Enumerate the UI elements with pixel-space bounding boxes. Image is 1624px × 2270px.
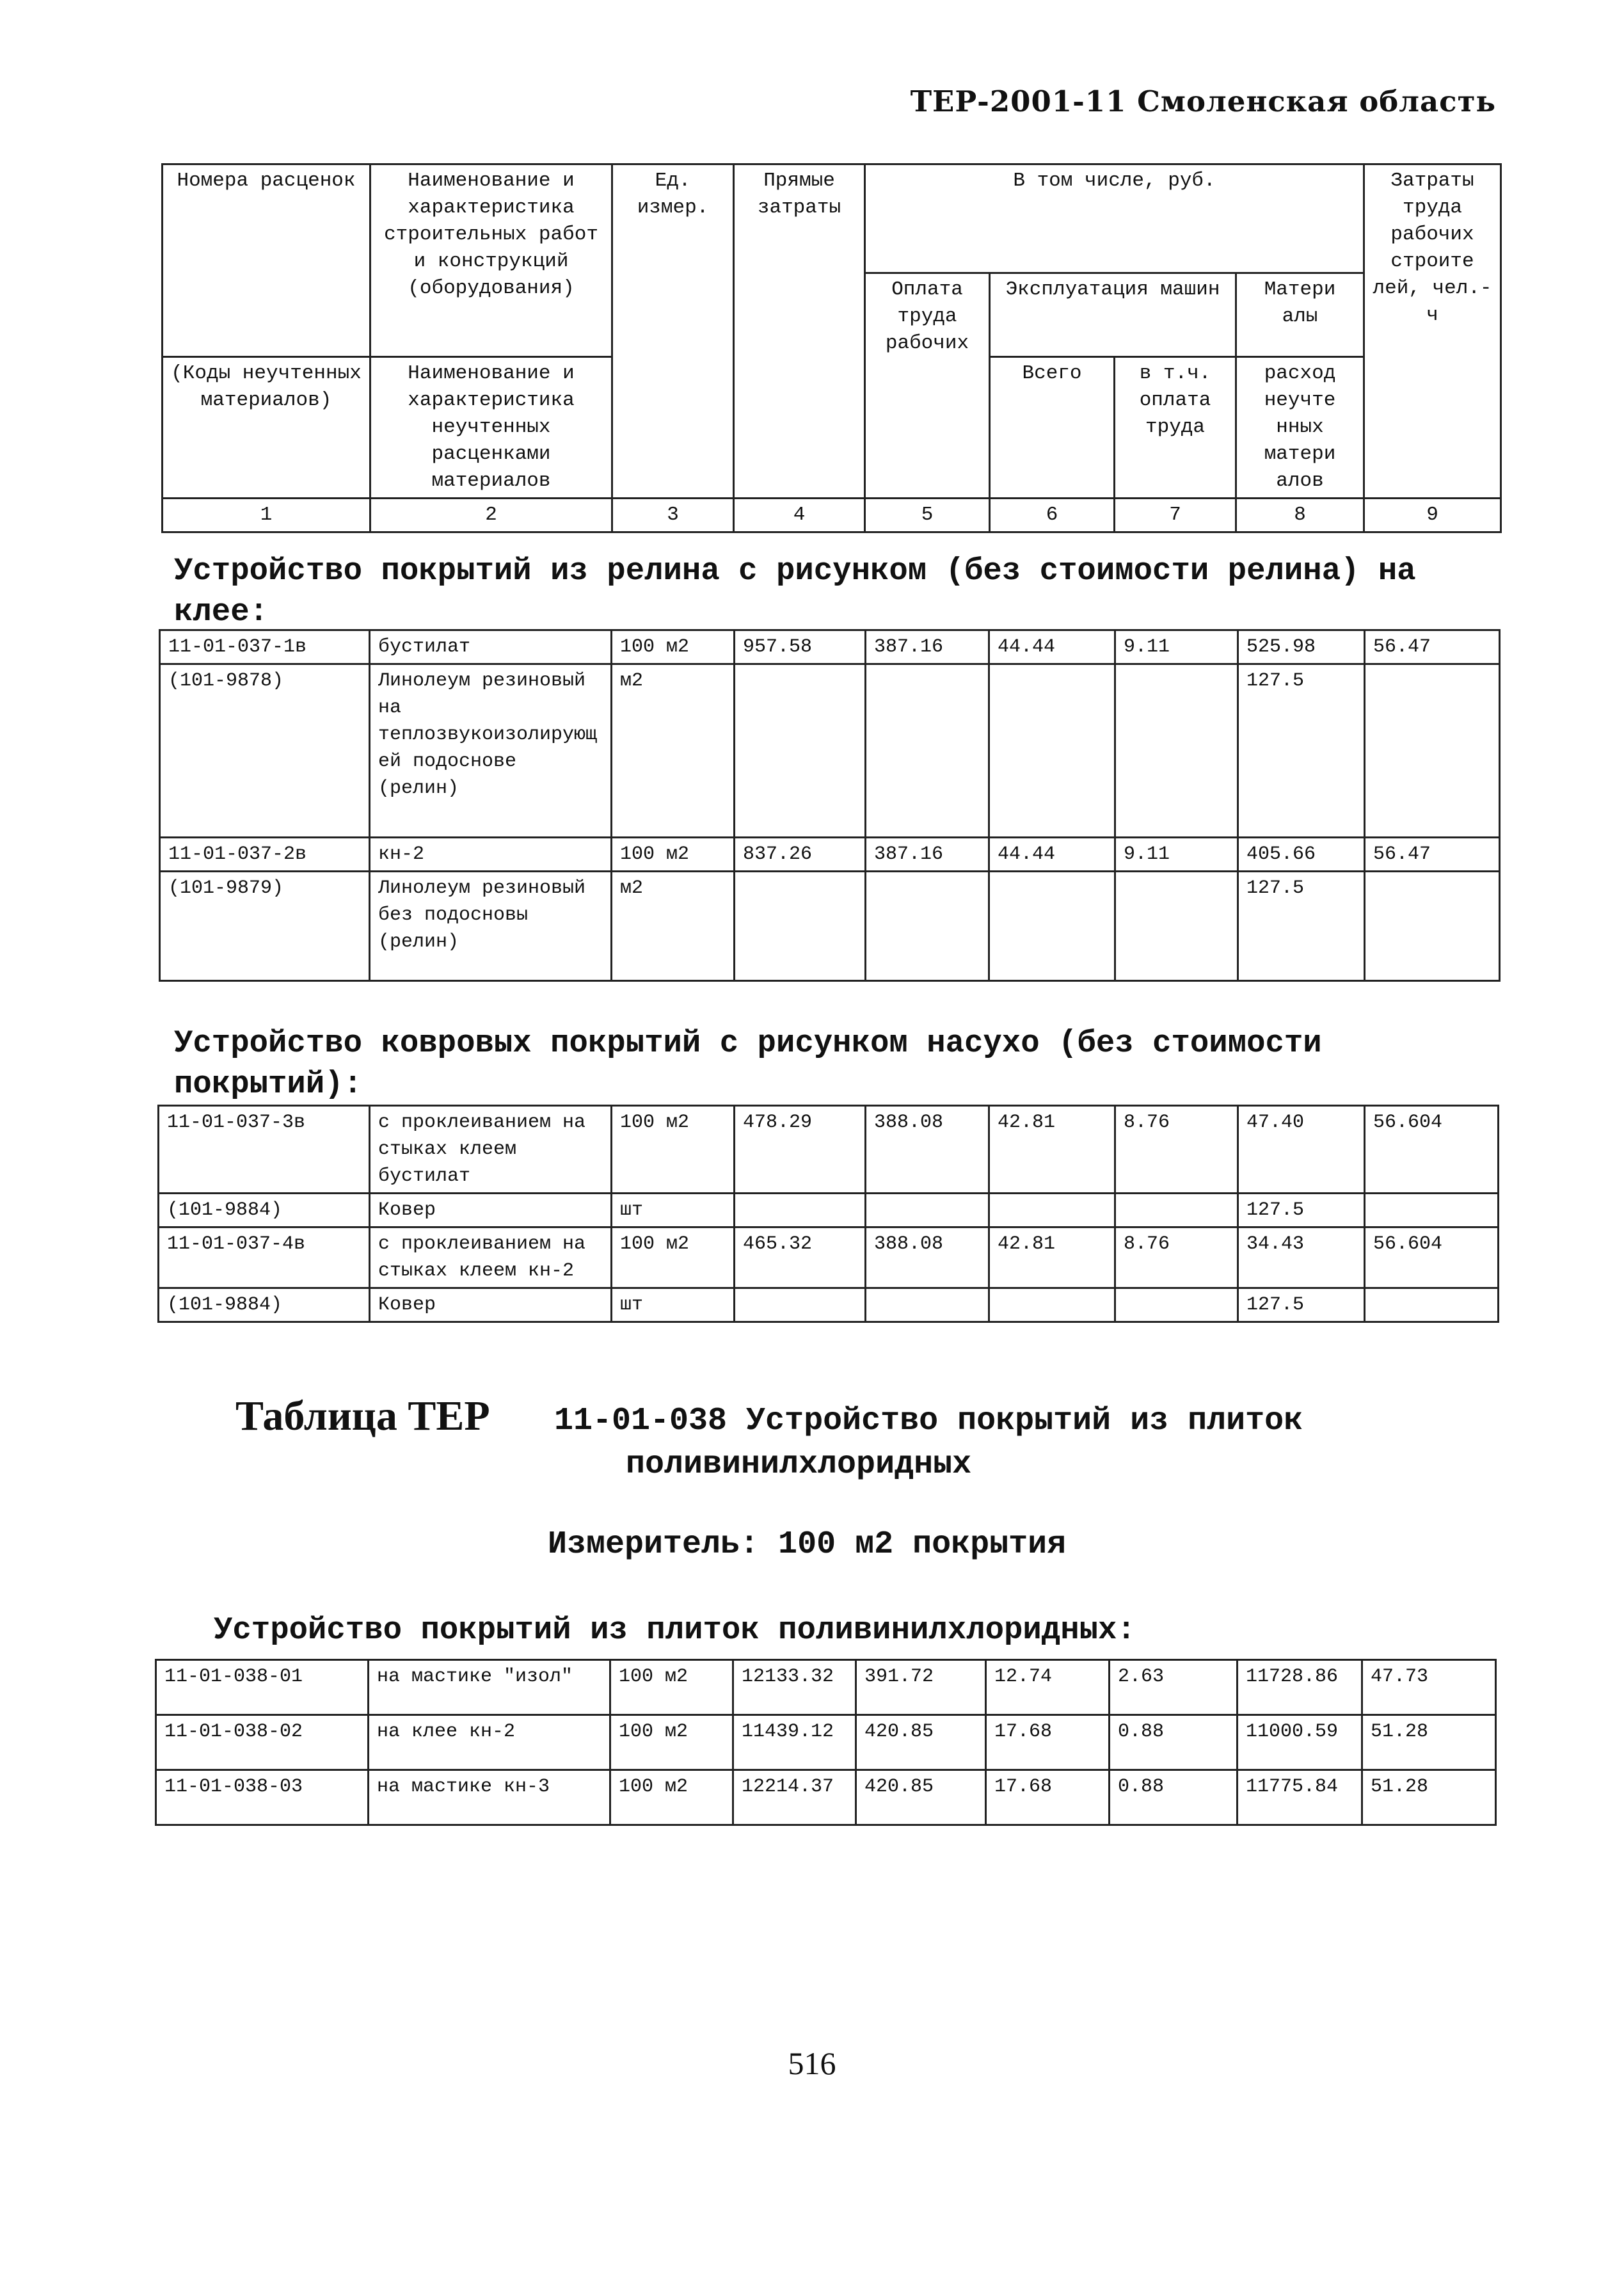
- labor-pay: 388.08: [866, 1106, 989, 1194]
- materials: 11775.84: [1238, 1770, 1362, 1825]
- unit: м2: [612, 664, 735, 838]
- materials: 405.66: [1238, 838, 1365, 872]
- unit: 100 м2: [610, 1770, 733, 1825]
- rate-code: 11-01-037-3в: [159, 1106, 370, 1194]
- direct-costs: 837.26: [735, 838, 866, 872]
- table-row: [156, 1770, 1496, 1825]
- work-name: на клее кн-2: [369, 1715, 610, 1770]
- rates-table-section-3: [155, 1659, 1497, 1826]
- header-col2-bottom: Наименование и характеристика неучтенных расценками материалов: [370, 356, 612, 498]
- materials: 11728.86: [1238, 1660, 1362, 1715]
- labor-hours: 51.28: [1362, 1715, 1496, 1770]
- table-row: [159, 1227, 1499, 1288]
- unit: 100 м2: [612, 1227, 735, 1288]
- work-name: бустилат: [370, 630, 612, 664]
- section-title: Устройство ковровых покрытий с рисунком насухо (без стоимости покрытий):: [174, 1025, 1322, 1102]
- material-consumption: 127.5: [1238, 1288, 1365, 1322]
- machines-total: 44.44: [989, 630, 1115, 664]
- rates-table-section-1: [159, 629, 1501, 982]
- rate-code: 11-01-038-01: [156, 1660, 369, 1715]
- labor-pay: 420.85: [856, 1770, 986, 1825]
- header-col9: Затраты труда рабочих строите лей, чел.-ч: [1364, 164, 1501, 499]
- material-consumption: 127.5: [1238, 872, 1365, 981]
- machines-total: 42.81: [989, 1227, 1115, 1288]
- header-col1-bottom: (Коды неучтенных материалов): [163, 356, 370, 498]
- machines-labor: 9.11: [1115, 838, 1238, 872]
- measure-unit: Измеритель: 100 м2 покрытия: [548, 1526, 1067, 1563]
- work-name: на мастике "изол": [369, 1660, 610, 1715]
- unit: м2: [612, 872, 735, 981]
- column-number: 3: [612, 498, 734, 532]
- labor-pay: 420.85: [856, 1715, 986, 1770]
- header-group: В том числе, руб.: [865, 164, 1364, 273]
- direct-costs: 12133.32: [733, 1660, 856, 1715]
- machines-labor: 2.63: [1110, 1660, 1238, 1715]
- header-col8-top: Матери алы: [1236, 273, 1364, 356]
- machines-labor: 9.11: [1115, 630, 1238, 664]
- labor-pay: 387.16: [866, 838, 989, 872]
- header-col2-top: Наименование и характеристика строительных работ и конструкций (оборудования): [370, 164, 612, 357]
- rate-code: 11-01-038-02: [156, 1715, 369, 1770]
- material-consumption: 127.5: [1238, 664, 1365, 838]
- column-number: 9: [1364, 498, 1501, 532]
- machines-labor: 0.88: [1110, 1770, 1238, 1825]
- page-number: 516: [788, 2045, 836, 2081]
- section-title: Устройство покрытий из релина с рисунком (без стоимости релина) на клее:: [174, 553, 1416, 630]
- machines-total: 17.68: [986, 1770, 1110, 1825]
- rates-table-section-2: [157, 1105, 1499, 1323]
- table-row: [160, 838, 1500, 872]
- header-col1-top: Номера расценок: [163, 164, 370, 273]
- machines-total: 42.81: [989, 1106, 1115, 1194]
- column-number: 1: [163, 498, 370, 532]
- table-row: [156, 1715, 1496, 1770]
- column-number: 2: [370, 498, 612, 532]
- column-number: 4: [734, 498, 865, 532]
- machines-labor: 0.88: [1110, 1715, 1238, 1770]
- section-title: Устройство покрытий из плиток поливинилхлоридных:: [214, 1612, 1136, 1648]
- material-name: Линолеум резиновый без подосновы (релин): [370, 872, 612, 981]
- material-code: (101-9884): [159, 1194, 370, 1227]
- table-row: [159, 1106, 1499, 1194]
- material-code: (101-9879): [160, 872, 370, 981]
- labor-pay: 387.16: [866, 630, 989, 664]
- material-name: Ковер: [370, 1194, 612, 1227]
- machines-labor: 8.76: [1115, 1227, 1238, 1288]
- direct-costs: 957.58: [735, 630, 866, 664]
- unit: 100 м2: [610, 1715, 733, 1770]
- table-row: [156, 1660, 1496, 1715]
- direct-costs: 12214.37: [733, 1770, 856, 1825]
- unit: 100 м2: [612, 1106, 735, 1194]
- table-row: [160, 630, 1500, 664]
- header-col5: Оплата труда рабочих: [865, 273, 990, 498]
- table-code-title: 11-01-038 Устройство покрытий из плиток: [554, 1403, 1303, 1439]
- labor-pay: 388.08: [866, 1227, 989, 1288]
- direct-costs: 465.32: [735, 1227, 866, 1288]
- materials: 47.40: [1238, 1106, 1365, 1194]
- machines-total: 12.74: [986, 1660, 1110, 1715]
- table-row: [160, 664, 1500, 838]
- header-exploitation: Эксплуатация машин: [990, 273, 1236, 356]
- material-code: (101-9884): [159, 1288, 370, 1322]
- direct-costs: 478.29: [735, 1106, 866, 1194]
- machines-total: 17.68: [986, 1715, 1110, 1770]
- work-name: кн-2: [370, 838, 612, 872]
- header-col8-bottom: расход неучте нных матери алов: [1236, 356, 1364, 498]
- rate-code: 11-01-037-2в: [160, 838, 370, 872]
- document-header: ТЕР-2001-11 Смоленская область: [910, 84, 1496, 118]
- material-consumption: 127.5: [1238, 1194, 1365, 1227]
- materials: 11000.59: [1238, 1715, 1362, 1770]
- column-number: 7: [1115, 498, 1236, 532]
- materials: 34.43: [1238, 1227, 1365, 1288]
- labor-hours: 56.47: [1365, 838, 1500, 872]
- machines-total: 44.44: [989, 838, 1115, 872]
- header-col7: в т.ч. оплата труда: [1115, 356, 1236, 498]
- header-col6: Всего: [990, 356, 1115, 498]
- material-name: Ковер: [370, 1288, 612, 1322]
- table-row: [159, 1194, 1499, 1227]
- table-row: [160, 872, 1500, 981]
- table-caption: Таблица ТЕР: [235, 1393, 490, 1439]
- material-name: Линолеум резиновый на теплозвукоизолирующей подоснове (релин): [370, 664, 612, 838]
- unit: 100 м2: [610, 1660, 733, 1715]
- labor-hours: 51.28: [1362, 1770, 1496, 1825]
- labor-hours: 56.604: [1365, 1106, 1499, 1194]
- rate-code: 11-01-037-1в: [160, 630, 370, 664]
- unit: шт: [612, 1288, 735, 1322]
- unit: шт: [612, 1194, 735, 1227]
- work-name: на мастике кн-3: [369, 1770, 610, 1825]
- material-code: (101-9878): [160, 664, 370, 838]
- materials: 525.98: [1238, 630, 1365, 664]
- work-name: с проклеиванием на стыках клеем бустилат: [370, 1106, 612, 1194]
- table-title-continuation: поливинилхлоридных: [626, 1446, 972, 1483]
- header-col3: Ед. измер.: [612, 164, 734, 499]
- labor-hours: 56.604: [1365, 1227, 1499, 1288]
- work-name: с проклеиванием на стыках клеем кн-2: [370, 1227, 612, 1288]
- column-number: 5: [865, 498, 990, 532]
- rate-code: 11-01-037-4в: [159, 1227, 370, 1288]
- labor-hours: 47.73: [1362, 1660, 1496, 1715]
- labor-hours: 56.47: [1365, 630, 1500, 664]
- machines-labor: 8.76: [1115, 1106, 1238, 1194]
- column-number: 6: [990, 498, 1115, 532]
- column-number: 8: [1236, 498, 1364, 532]
- unit: 100 м2: [612, 630, 735, 664]
- direct-costs: 11439.12: [733, 1715, 856, 1770]
- unit: 100 м2: [612, 838, 735, 872]
- column-number-row: [163, 498, 1501, 532]
- table-row: [159, 1288, 1499, 1322]
- labor-pay: 391.72: [856, 1660, 986, 1715]
- header-col4: Прямые затраты: [734, 164, 865, 499]
- column-header-table: [161, 163, 1502, 533]
- rate-code: 11-01-038-03: [156, 1770, 369, 1825]
